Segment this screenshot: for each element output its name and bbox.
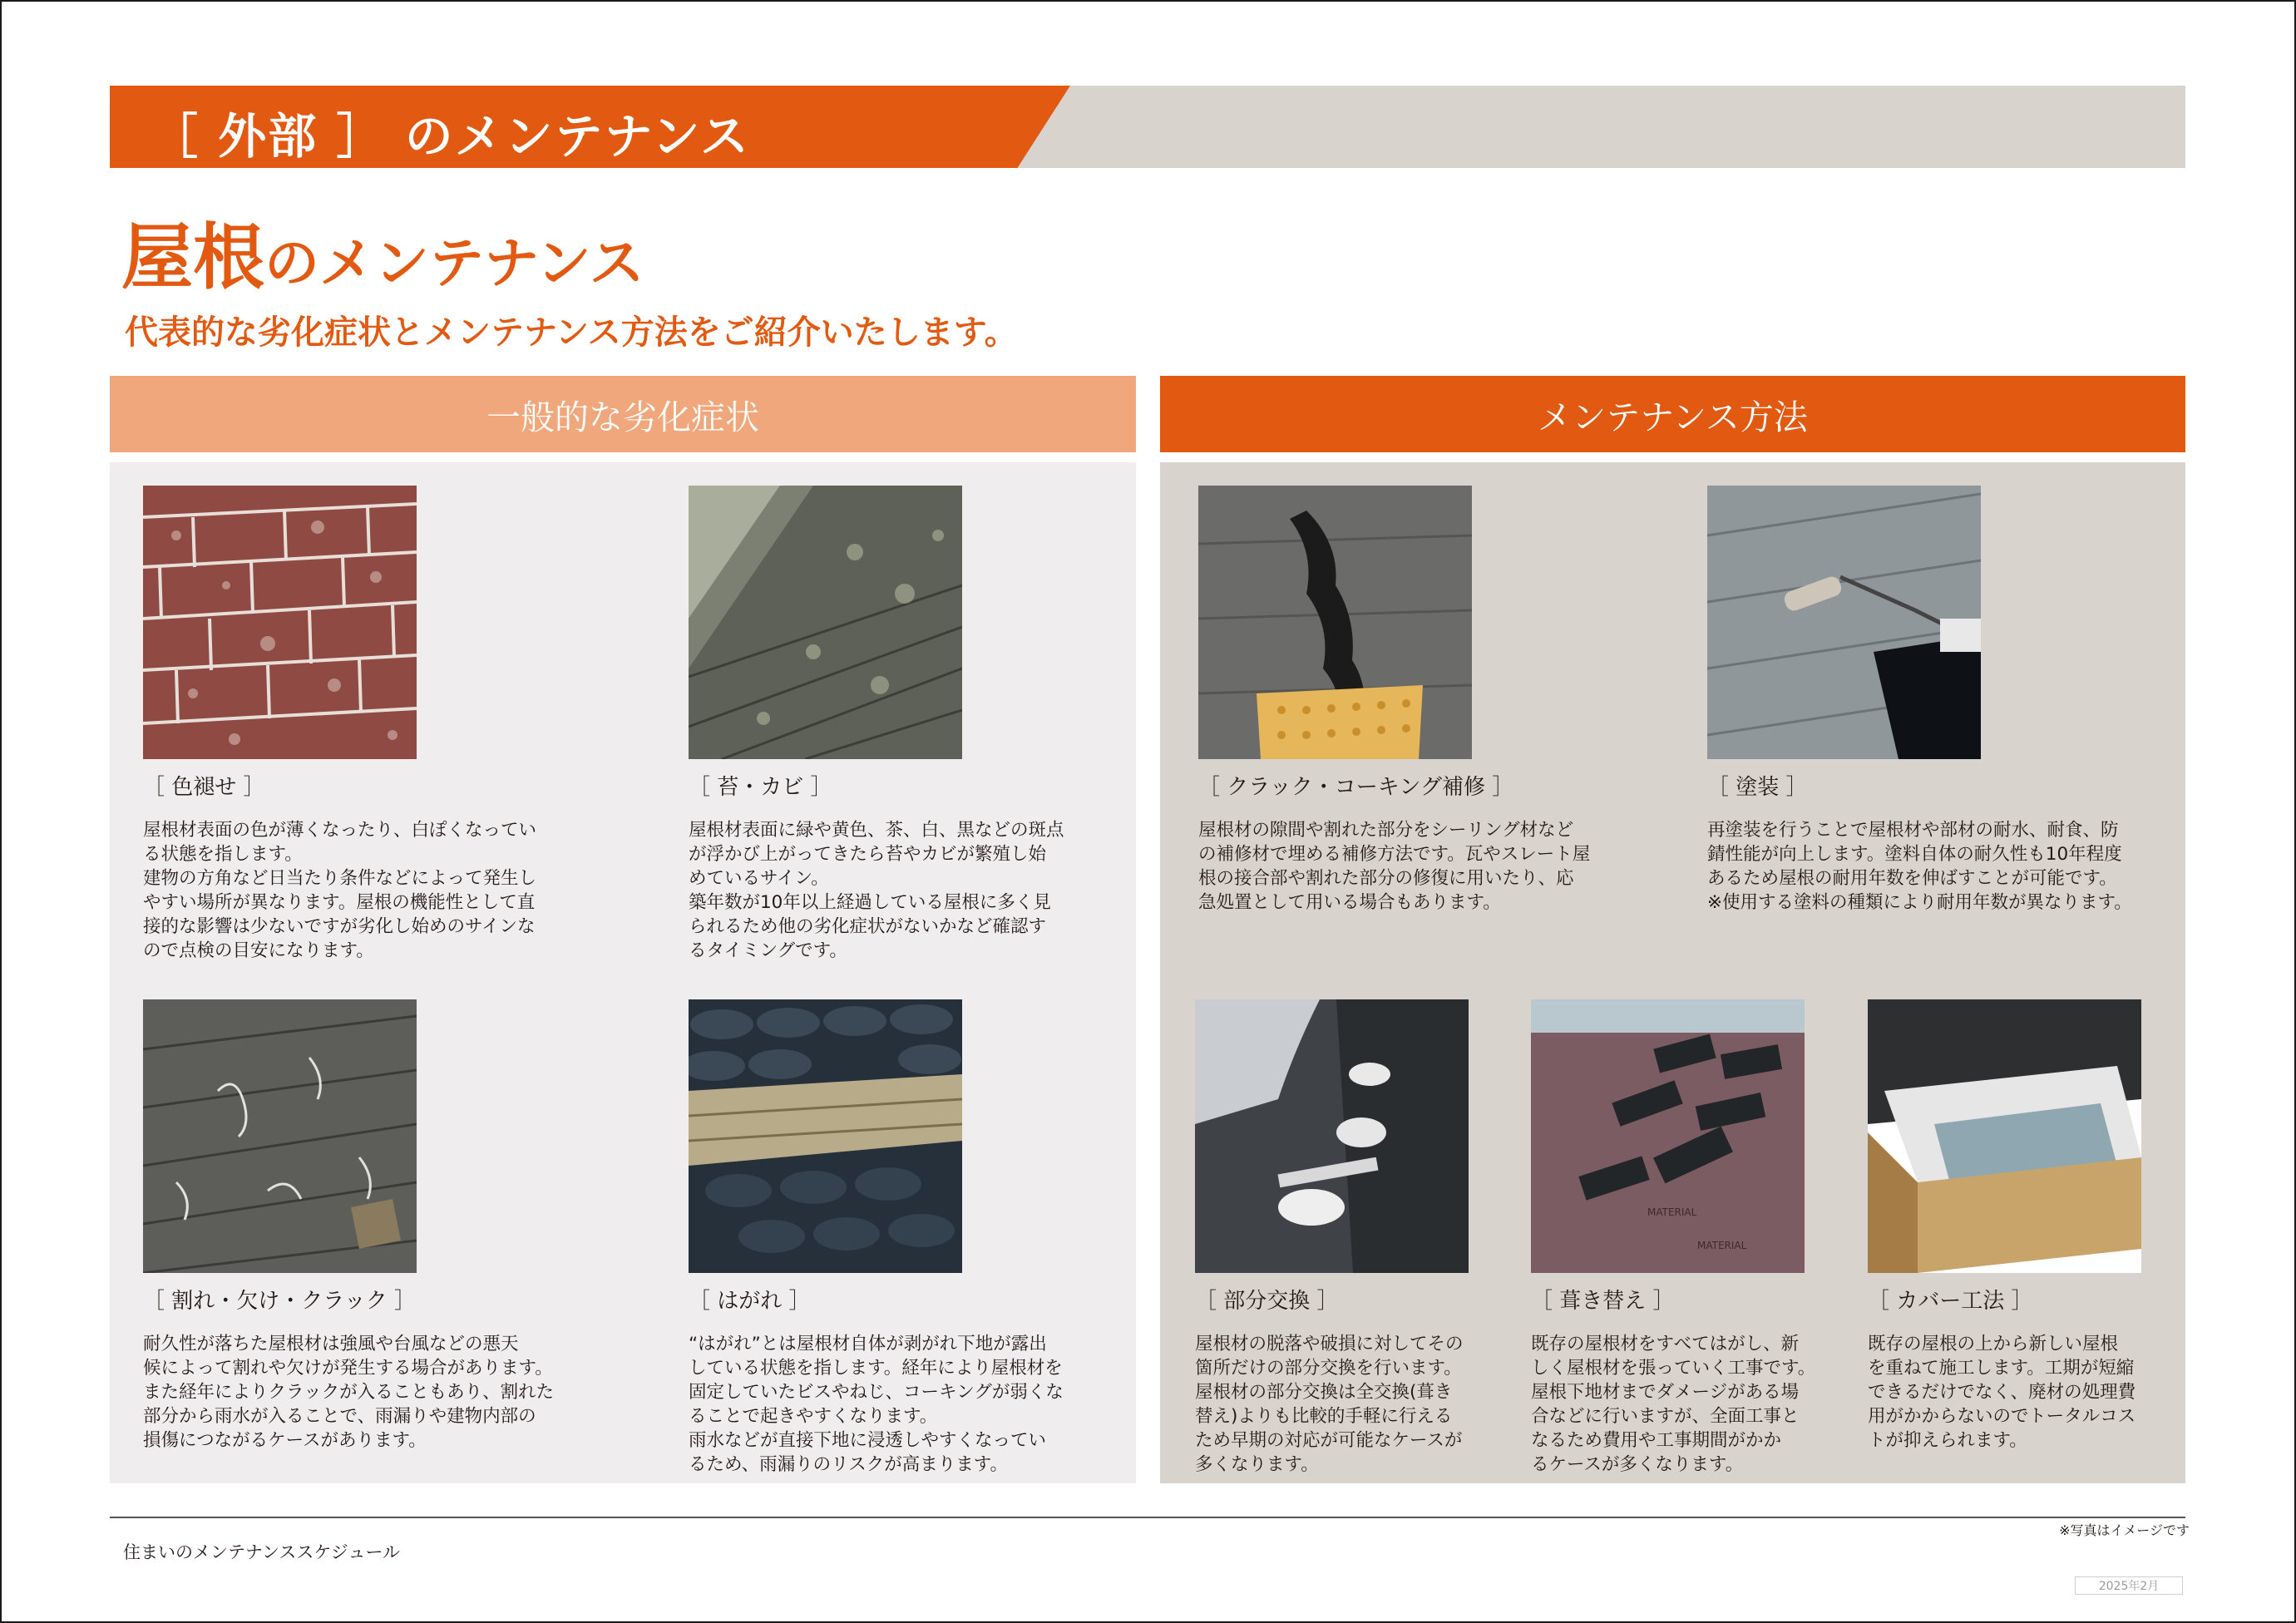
method-description	[1195, 1332, 1464, 1477]
symptom-description	[143, 818, 536, 963]
symptom-title: ［ 色褪せ ］	[143, 775, 265, 800]
header-banner	[110, 86, 2185, 168]
description-line: “はがれ”とは屋根材自体が剥がれ下地が露出	[689, 1334, 1047, 1354]
description-line: 錆性能が向上します。塗料自体の耐久性も10年程度	[1707, 844, 2122, 865]
description-line: ることで起きやすくなります。	[689, 1406, 938, 1427]
description-line: 建物の方角など日当たり条件などによって発生し	[143, 868, 537, 889]
caulking-repair-photo	[1198, 486, 1472, 759]
description-line: なるため費用や工事期間がかか	[1531, 1430, 1782, 1451]
symptom-title: ［ 割れ・欠け・クラック ］	[143, 1289, 417, 1314]
footer-divider	[110, 1517, 2185, 1518]
description-line: 替え)よりも比較的手軽に行える	[1195, 1406, 1453, 1427]
methods-header: メンテナンス方法	[1160, 376, 2185, 452]
cover-method-illustration	[1868, 999, 2141, 1273]
description-line: また経年によりクラックが入ることもあり、割れた	[143, 1382, 555, 1403]
symptom-title: ［ はがれ ］	[689, 1289, 811, 1314]
symptoms-header: 一般的な劣化症状	[110, 376, 1136, 452]
description-line: るため、雨漏りのリスクが高まります。	[689, 1454, 1008, 1475]
description-line: が浮かび上がってきたら苔やカビが繁殖し始	[689, 844, 1047, 865]
description-line: 雨水などが直接下地に浸透しやすくなってい	[689, 1430, 1047, 1451]
description-line: 接的な影響は少ないですが劣化し始めのサインな	[143, 916, 536, 937]
description-line: られるため他の劣化症状がないかなど確認す	[689, 916, 1047, 937]
description-line: 固定していたビスやねじ、コーキングが弱くな	[689, 1382, 1064, 1403]
description-line: 築年数が10年以上経過している屋根に多く見	[689, 892, 1051, 913]
description-line: ため早期の対応が可能なケースが	[1195, 1430, 1463, 1451]
description-line: 屋根材の隙間や割れた部分をシーリング材など	[1198, 820, 1574, 841]
method-title: ［ 塗装 ］	[1707, 775, 1808, 800]
banner-label: ［ 外部 ］ のメンテナンス	[150, 108, 750, 165]
description-line: 屋根材表面の色が薄くなったり、白ぽくなってい	[143, 820, 537, 841]
description-line: 屋根材の部分交換は全交換(葺き	[1195, 1382, 1453, 1403]
symptom-title: ［ 苔・カビ ］	[689, 775, 832, 800]
description-line: 耐久性が落ちた屋根材は強風や台風などの悪天	[143, 1334, 519, 1354]
description-line: 既存の屋根の上から新しい屋根	[1868, 1334, 2119, 1354]
description-line: の補修材で埋める補修方法です。瓦やスレート屋	[1198, 844, 1591, 865]
description-line: を重ねて施工します。工期が短縮	[1868, 1358, 2135, 1379]
description-line: めているサイン。	[689, 868, 829, 889]
document-title: 住まいのメンテナンススケジュール	[123, 1542, 401, 1562]
issue-date: 2025年2月	[2075, 1576, 2183, 1595]
page-title	[121, 200, 644, 303]
description-line: る状態を指します。	[143, 844, 303, 865]
symptom-description	[143, 1332, 554, 1453]
description-line: ※使用する塗料の種類により耐用年数が異なります。	[1707, 892, 2132, 913]
description-line: やすい場所が異なります。屋根の機能性として直	[143, 892, 536, 913]
description-line: 候によって割れや欠けが発生する場合があります。	[143, 1358, 553, 1379]
description-line: 屋根下地材までダメージがある場	[1531, 1382, 1800, 1403]
symptom-description	[689, 818, 1064, 963]
peeling-roof-photo	[689, 999, 962, 1273]
method-title: ［ 部分交換 ］	[1195, 1289, 1339, 1314]
method-description	[1531, 1332, 1815, 1477]
symptom-description	[689, 1332, 1064, 1477]
description-line: 屋根材表面に緑や黄色、茶、白、黒などの斑点	[689, 820, 1064, 841]
description-line: あるため屋根の耐用年数を伸ばすことが可能です。	[1707, 868, 2117, 889]
methods-panel	[1160, 462, 2185, 1483]
description-line: 損傷につながるケースがあります。	[143, 1430, 427, 1451]
faded-roof-photo	[143, 486, 417, 759]
page-subtitle: 代表的な劣化症状とメンテナンス方法をご紹介いたします。	[125, 313, 1018, 352]
partial-replacement-photo	[1195, 999, 1469, 1273]
description-line: 再塗装を行うことで屋根材や部材の耐水、耐食、防	[1707, 820, 2119, 841]
method-description	[1868, 1332, 2136, 1453]
description-line: しく屋根材を張っていく工事です。	[1531, 1358, 1816, 1379]
photo-note: ※写真はイメージです	[2059, 1522, 2190, 1538]
roof-painting-photo	[1707, 486, 1981, 759]
description-line: るケースが多くなります。	[1531, 1454, 1744, 1475]
method-description	[1707, 818, 2132, 915]
description-line: 既存の屋根材をすべてはがし、新	[1531, 1334, 1800, 1354]
page-title-emphasis: 屋根	[121, 216, 264, 299]
description-line: 多くなります。	[1195, 1454, 1319, 1475]
description-line: 急処置として用いる場合もあります。	[1198, 892, 1501, 913]
description-line: 合などに行いますが、全面工事と	[1531, 1406, 1800, 1427]
description-line: している状態を指します。経年により屋根材を	[689, 1358, 1063, 1379]
cracked-roof-photo	[143, 999, 417, 1273]
svg-text:MATERIAL: MATERIAL	[1697, 1240, 1747, 1251]
description-line: 屋根材の脱落や破損に対してその	[1195, 1334, 1464, 1354]
description-line: ので点検の目安になります。	[143, 940, 374, 961]
description-line: 用がかからないのでトータルコス	[1868, 1406, 2136, 1427]
description-line: るタイミングです。	[689, 940, 847, 961]
description-line: できるだけでなく、廃材の処理費	[1868, 1382, 2136, 1403]
svg-text:MATERIAL: MATERIAL	[1647, 1206, 1697, 1218]
moss-roof-photo	[689, 486, 962, 759]
method-title: ［ カバー工法 ］	[1868, 1289, 2033, 1314]
description-line: トが抑えられます。	[1868, 1430, 2027, 1451]
page-title-rest: のメンテナンス	[264, 231, 644, 295]
method-title: ［ クラック・コーキング補修 ］	[1198, 775, 1514, 800]
method-description	[1198, 818, 1590, 915]
method-title: ［ 葺き替え ］	[1531, 1289, 1675, 1314]
description-line: 部分から雨水が入ることで、雨漏りや建物内部の	[143, 1406, 536, 1427]
description-line: 箇所だけの部分交換を行います。	[1195, 1358, 1462, 1379]
reroofing-photo	[1531, 999, 1805, 1273]
symptoms-panel	[110, 462, 1136, 1483]
description-line: 根の接合部や割れた部分の修復に用いたり、応	[1198, 868, 1574, 889]
